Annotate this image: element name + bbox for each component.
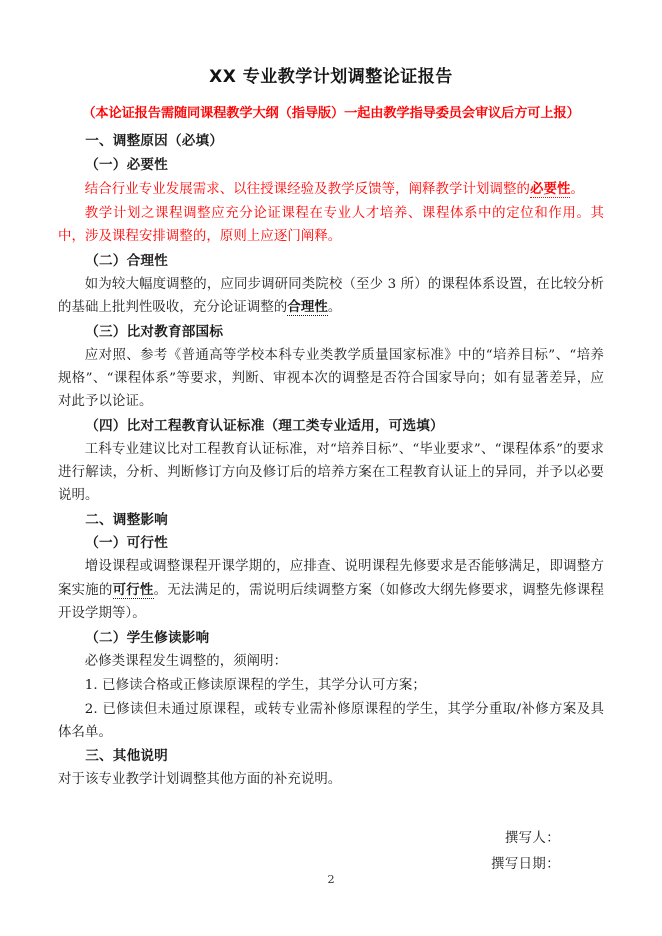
paragraph-student-impact-intro: 必修类课程发生调整的，须阐明： <box>84 653 288 669</box>
list-item-2: 2. 已修读但未通过原课程，或转专业需补修原课程的学生，其学分重取/补修方案及具体名单。 <box>58 701 604 740</box>
paragraph-feasibility <box>58 556 604 626</box>
heading-section-1-3: （三）比对教育部国标 <box>85 324 224 341</box>
necessity-text-after: 。 <box>570 181 584 197</box>
heading-section-2: 二、调整影响 <box>85 511 168 528</box>
necessity-text-before: 结合行业专业发展需求、以往授课经验及教学反馈等，阐释教学计划调整的 <box>84 181 530 197</box>
rationality-text-after: 。 <box>327 300 342 316</box>
paragraph-national-standard: 应对照、参考《普通高等学校本科专业类教学质量国家标准》中的“培养目标”、“培养规格”、“课程体系”等要求，判断、审视本次的调整是否符合国家导向；如有显著差异，应对此予以论证。 <box>58 348 604 410</box>
heading-section-3: 三、其他说明 <box>85 748 168 765</box>
feasibility-text-before: 增设课程或调整课程开课学期的，应排查、说明课程先修要求是否能够满足，即调整方案实施的 <box>58 559 604 599</box>
page-title: XX 专业教学计划调整论证报告 <box>209 67 453 87</box>
paragraph-necessity-1 <box>58 178 604 202</box>
heading-section-2-2: （二）学生修读影响 <box>85 629 210 646</box>
rationality-text-before: 如为较大幅度调整的，应同步调研同类院校（至少 3 所）的课程体系设置，在比较分析的基础上批判性吸收，充分论证调整的 <box>58 276 604 316</box>
submission-notice: （本论证报告需随同课程教学大纲（指导版）一起由教学指导委员会审议后方可上报） <box>82 105 580 121</box>
feasibility-text-after: 。无法满足的，需说明后续调整方案（如修改大纲先修要求，调整先修课程开设学期等）。 <box>58 583 604 622</box>
signature-block <box>58 826 604 878</box>
list-item-1: 1. 已修读合格或正修读原课程的学生，其学分认可方案； <box>84 677 426 693</box>
document-content <box>58 58 604 879</box>
emphasis-feasibility: 可行性 <box>112 582 154 599</box>
emphasis-necessity: 必要性 <box>530 180 571 197</box>
paragraph-necessity-2: 教学计划之课程调整应充分论证课程在专业人才培养、课程体系中的定位和作用。其中，涉及课程安排调整的，原则上应逐门阐释。 <box>58 205 604 244</box>
heading-section-1: 一、调整原因（必填） <box>85 133 224 150</box>
date-label: 撰写日期： <box>491 857 560 873</box>
paragraph-rationality <box>58 274 604 321</box>
paragraph-engineering-accreditation: 工科专业建议比对工程教育认证标准，对“培养目标”、“毕业要求”、“课程体系”的要求进行解读，分析、判断修订方向及修订后的培养方案在工程教育认证上的异同，并予以必要说明。 <box>58 441 604 503</box>
heading-section-1-1: （一）必要性 <box>85 157 168 174</box>
heading-section-2-1: （一）可行性 <box>85 535 168 552</box>
heading-section-1-2: （二）合理性 <box>85 252 168 269</box>
page-number: 2 <box>327 872 335 886</box>
paragraph-other-notes: 对于该专业教学计划调整其他方面的补充说明。 <box>58 772 342 788</box>
emphasis-rationality: 合理性 <box>287 299 328 316</box>
heading-section-1-4: （四）比对工程教育认证标准（理工类专业适用，可选填） <box>85 417 444 434</box>
author-label: 撰写人： <box>504 831 560 847</box>
